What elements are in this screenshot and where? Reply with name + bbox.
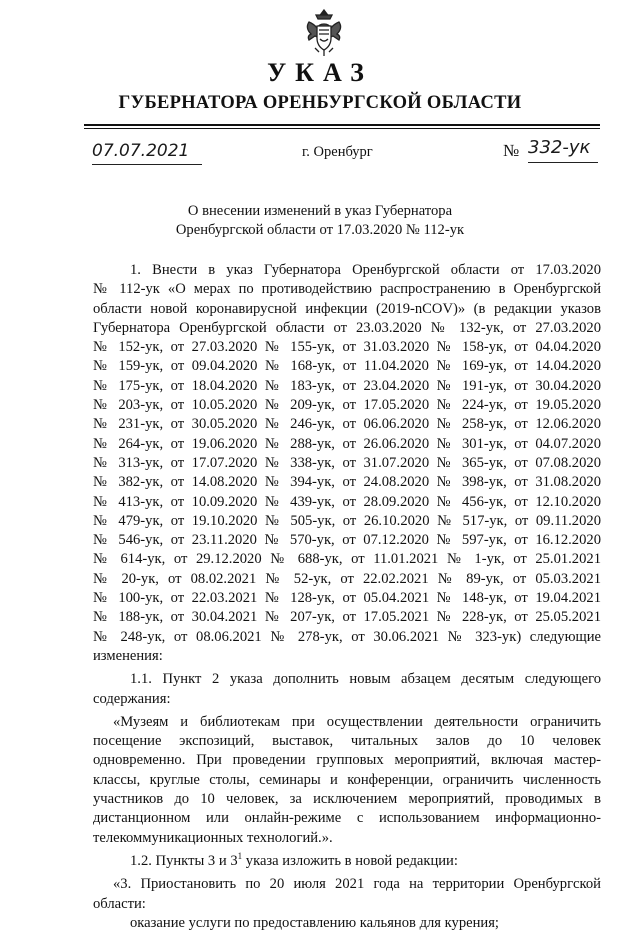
item-1-2-text: 1.2. Пункты 3 и 3 [130, 852, 238, 869]
text-line: № 159-ук, от 09.04.2020 № 168-ук, от 11.04.2020 № 169-ук, от 14.04.2020 [93, 358, 601, 375]
text-line: № 188-ук, от 30.04.2021 № 207-ук, от 17.05.2021 № 228-ук, от 25.05.2021 [93, 609, 601, 626]
text-line: № 546-ук, от 23.11.2020 № 570-ук, от 07.12.2020 № 597-ук, от 16.12.2020 [93, 532, 601, 549]
text-line: № 203-ук, от 10.05.2020 № 209-ук, от 17.05.2020 № 224-ук, от 19.05.2020 [93, 397, 601, 414]
superscript: 1 [237, 851, 243, 861]
decree-subject [0, 202, 640, 240]
text-line: телекоммуникационных технологий.». [93, 829, 333, 846]
text-line: «3. Приостановить по 20 июля 2021 года на территории Оренбургской [113, 876, 601, 893]
text-line: № 231-ук, от 30.05.2020 № 246-ук, от 06.06.2020 № 258-ук, от 12.06.2020 [93, 416, 601, 433]
item-1-2-text-end: указа изложить в новой редакции: [242, 852, 458, 869]
paragraph-item-3 [93, 875, 601, 933]
text-line: области: [93, 895, 146, 912]
subject-line: Оренбургской области от 17.03.2020 № 112-ук [175, 222, 465, 238]
text-line: № 112-ук «О мерах по противодействию распространению в Оренбургской [93, 281, 601, 298]
text-line: «Музеям и библиотекам при осуществлении деятельности ограничить [113, 713, 601, 730]
decree-date: 07.07.2021 [92, 140, 202, 165]
header-divider-thin [84, 128, 600, 129]
paragraph-item-1-2 [93, 852, 601, 871]
decree-body [93, 261, 601, 937]
text-line: участников до 10 человек, за исключением мероприятий, проводимых в [93, 791, 601, 808]
text-line: № 248-ук, от 08.06.2021 № 278-ук, от 30.06.2021 № 323-ук) следующие [93, 628, 601, 645]
text-line: посещение экспозиций, выставок, читальных залов до 10 человек [93, 733, 601, 750]
coat-of-arms-emblem [303, 6, 345, 58]
decree-number-label: № [503, 141, 520, 160]
issuer-title: ГУБЕРНАТОРА ОРЕНБУРГСКОЙ ОБЛАСТИ [118, 93, 522, 113]
text-line: 1. Внести в указ Губернатора Оренбургской области от 17.03.2020 [130, 262, 601, 278]
text-line: области новой коронавирусной инфекции (2019-nCOV)» (в редакции указов [93, 300, 601, 317]
text-line: № 614-ук, от 29.12.2020 № 688-ук, от 11.01.2021 № 1-ук, от 25.01.2021 [93, 551, 601, 568]
text-line: № 413-ук, от 10.09.2020 № 439-ук, от 28.09.2020 № 456-ук, от 12.10.2020 [93, 493, 601, 510]
text-line: содержания: [93, 690, 171, 707]
decree-number: 332-ук [528, 136, 598, 163]
text-line: № 152-ук, от 27.03.2020 № 155-ук, от 31.03.2020 № 158-ук, от 04.04.2020 [93, 339, 601, 356]
text-line: дистанционном или онлайн-режиме с использованием информационно- [93, 810, 601, 827]
text-line: № 479-ук, от 19.10.2020 № 505-ук, от 26.10.2020 № 517-ук, от 09.11.2020 [93, 512, 601, 529]
paragraph-quote [93, 713, 601, 848]
paragraph-item-1-1 [93, 670, 601, 709]
header-divider [84, 124, 600, 126]
text-line: одновременно. При проведении групповых мероприятий, включая мастер- [93, 752, 601, 769]
text-line [93, 852, 601, 871]
text-line: № 264-ук, от 19.06.2020 № 288-ук, от 26.06.2020 № 301-ук, от 04.07.2020 [93, 435, 601, 452]
text-line: № 175-ук, от 18.04.2020 № 183-ук, от 23.04.2020 № 191-ук, от 30.04.2020 [93, 377, 601, 394]
decree-city: г. Оренбург [302, 144, 373, 160]
text-line: № 100-ук, от 22.03.2021 № 128-ук, от 05.04.2021 № 148-ук, от 19.04.2021 [93, 590, 601, 607]
paragraph-item-1 [93, 261, 601, 666]
text-line: № 313-ук, от 17.07.2020 № 338-ук, от 31.07.2020 № 365-ук, от 07.08.2020 [93, 454, 601, 471]
text-line: классы, круглые столы, семинары и конференции, ограничить численность [93, 771, 601, 788]
text-line: Губернатора Оренбургской области от 23.03.2020 № 132-ук, от 27.03.2020 [93, 319, 601, 336]
decree-title: УКАЗ [267, 58, 373, 87]
text-line: оказание услуги по предоставлению кальянов для курения; [130, 914, 499, 931]
text-line: 1.1. Пункт 2 указа дополнить новым абзацем десятым следующего [130, 671, 601, 688]
text-line: № 382-ук, от 14.08.2020 № 394-ук, от 24.08.2020 № 398-ук, от 31.08.2020 [93, 474, 601, 491]
text-line: № 20-ук, от 08.02.2021 № 52-ук, от 22.02.2021 № 89-ук, от 05.03.2021 [93, 570, 601, 587]
subject-line: О внесении изменений в указ Губернатора [187, 203, 453, 219]
text-line: изменения: [93, 647, 163, 664]
